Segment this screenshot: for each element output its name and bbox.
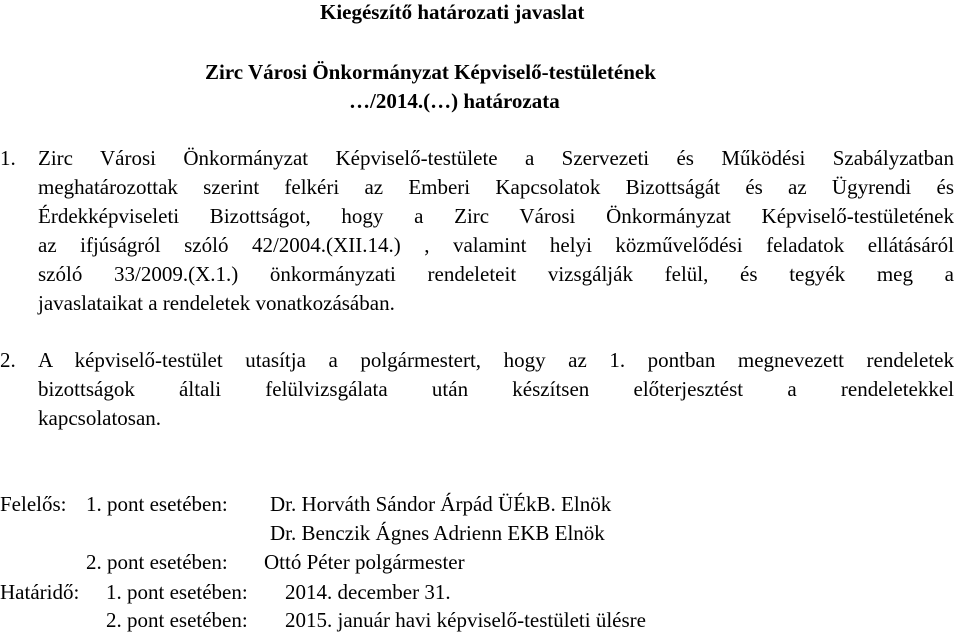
deadline-label: Határidő: xyxy=(0,580,80,604)
item-2-number: 2. xyxy=(0,348,16,372)
item-1-line-6: javaslataikat a rendeletek vonatkozásában. xyxy=(38,291,395,315)
deadline-point1-value: 2014. december 31. xyxy=(285,580,451,604)
deadline-point1-label: 1. pont esetében: xyxy=(106,580,248,604)
item-2-line-3: kapcsolatosan. xyxy=(38,406,162,430)
deadline-point2-value: 2015. január havi képviselő-testületi ülésre xyxy=(285,608,646,632)
item-1-line-1: Zirc Városi Önkormányzat Képviselő-testülete a Szervezeti és Működési Szabályzatban xyxy=(38,146,954,170)
deadline-point2-label: 2. pont esetében: xyxy=(106,608,248,632)
responsible-point1-person2: Dr. Benczik Ágnes Adrienn EKB Elnök xyxy=(270,521,605,545)
item-1-line-2: meghatározottak szerint felkéri az Emberi Kapcsolatok Bizottságát és az Ügyrendi és xyxy=(38,175,954,199)
responsible-label: Felelős: xyxy=(0,492,67,516)
responsible-point2-label: 2. pont esetében: xyxy=(86,550,228,574)
item-1-line-5: szóló 33/2009.(X.1.) önkormányzati rendeleteit vizsgálják felül, és tegyék meg a xyxy=(38,262,954,286)
council-name: Zirc Városi Önkormányzat Képviselő-testületének xyxy=(205,60,656,84)
item-2-line-2: bizottságok általi felülvizsgálata után készítsen előterjesztést a rendeletekkel xyxy=(38,377,954,401)
responsible-point1-person1: Dr. Horváth Sándor Árpád ÜÉkB. Elnök xyxy=(270,492,612,516)
responsible-point1-label: 1. pont esetében: xyxy=(86,492,228,516)
item-1-line-3: Érdekképviseleti Bizottságot, hogy a Zirc Városi Önkormányzat Képviselő-testületének xyxy=(38,204,954,228)
item-1-number: 1. xyxy=(0,146,16,170)
resolution-number: …/2014.(…) határozata xyxy=(349,89,560,113)
item-1-line-4: az ifjúságról szóló 42/2004.(XII.14.) , valamint helyi közművelődési feladatok ellátásáról xyxy=(38,233,954,257)
responsible-point2-person: Ottó Péter polgármester xyxy=(264,550,465,574)
document-title: Kiegészítő határozati javaslat xyxy=(320,0,585,24)
item-2-line-1: A képviselő-testület utasítja a polgármestert, hogy az 1. pontban megnevezett rendeletek xyxy=(38,348,954,372)
